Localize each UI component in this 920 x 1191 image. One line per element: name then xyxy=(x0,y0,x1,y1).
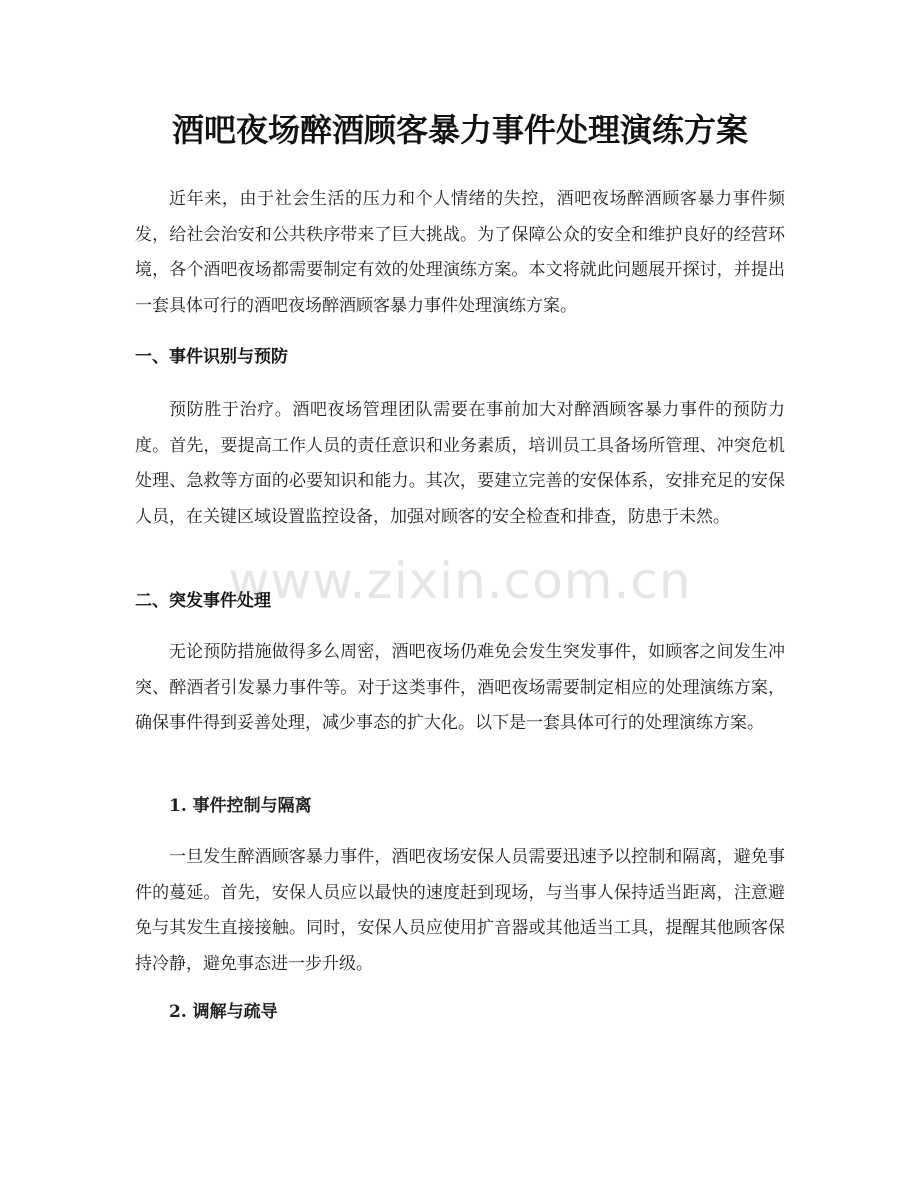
section-heading-2: 二、突发事件处理 xyxy=(135,591,271,611)
page-title: 酒吧夜场醉酒顾客暴力事件处理演练方案 xyxy=(171,111,748,149)
section-paragraph-1: 预防胜于治疗。酒吧夜场管理团队需要在事前加大对醉酒顾客暴力事件的预防力度。首先，要提高工作人员的责任意识和业务素质，培训员工具备场所管理、冲突危机处理、急救等方面的必要知识和能力。其次，要建立完善的安保体系，安排充足的安保人员，在关键区域设置监控设备，加强对顾客的安全检查和排查，防患于未然。 xyxy=(135,400,785,527)
subsection-paragraph-1: 一旦发生醉酒顾客暴力事件，酒吧夜场安保人员需要迅速予以控制和隔离，避免事件的蔓延。首先，安保人员应以最快的速度赶到现场，与当事人保持适当距离，注意避免与其发生直接接触。同时，安保人员应使用扩音器或其他适当工具，提醒其他顾客保持冷静，避免事态进一步升级。 xyxy=(135,847,785,974)
intro-paragraph: 近年来，由于社会生活的压力和个人情绪的失控，酒吧夜场醉酒顾客暴力事件频发，给社会治安和公共秩序带来了巨大挑战。为了保障公众的安全和维护良好的经营环境，各个酒吧夜场都需要制定有效的处理演练方案。本文将就此问题展开探讨，并提出一套具体可行的酒吧夜场醉酒顾客暴力事件处理演练方案。 xyxy=(135,189,785,316)
watermark: www.zixin.com.cn xyxy=(228,552,692,610)
subsection-heading-1: 1. 事件控制与隔离 xyxy=(169,796,312,816)
subsection-heading-2: 2. 调解与疏导 xyxy=(169,1002,278,1022)
section-heading-1: 一、事件识别与预防 xyxy=(135,347,288,367)
section-paragraph-2: 无论预防措施做得多么周密，酒吧夜场仍难免会发生突发事件，如顾客之间发生冲突、醉酒者引发暴力事件等。对于这类事件，酒吧夜场需要制定相应的处理演练方案，确保事件得到妥善处理，减少事态的扩大化。以下是一套具体可行的处理演练方案。 xyxy=(135,642,785,734)
